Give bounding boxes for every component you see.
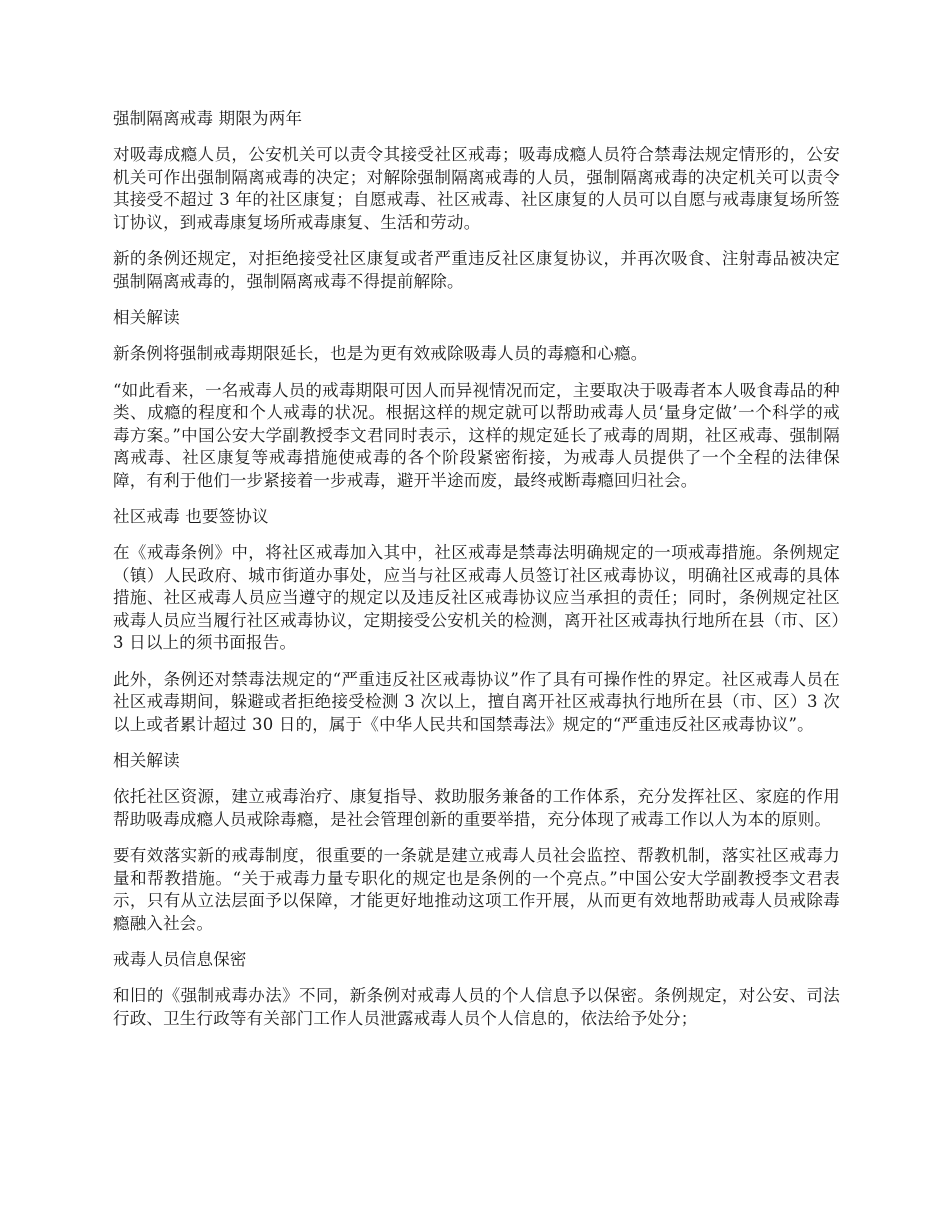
- paragraph: 新的条例还规定，对拒绝接受社区康复或者严重违反社区康复协议，并再次吸食、注射毒品被决定强制隔离戒毒的，强制隔离戒毒不得提前解除。: [113, 249, 840, 291]
- paragraph: 此外，条例还对禁毒法规定的“严重违反社区戒毒协议”作了具有可操作性的界定。社区戒毒人员在社区戒毒期间，躲避或者拒绝接受检测 3 次以上，擅自离开社区戒毒执行地所在县（市、区）3 次以上或者累计超过 30 日的，属于《中华人民共和国禁毒法》规定的“严重违反社区戒毒协议”。: [113, 669, 840, 734]
- section-heading: 强制隔离戒毒 期限为两年: [113, 109, 303, 128]
- section-heading: 戒毒人员信息保密: [113, 950, 247, 969]
- paragraph: 和旧的《强制戒毒办法》不同，新条例对戒毒人员的个人信息予以保密。条例规定，对公安、司法行政、卫生行政等有关部门工作人员泄露戒毒人员个人信息的，依法给予处分；: [113, 986, 840, 1028]
- paragraph: 新条例将强制戒毒期限延长，也是为更有效戒除吸毒人员的毒瘾和心瘾。: [113, 344, 648, 363]
- section-heading: 社区戒毒 也要签协议: [113, 507, 269, 526]
- paragraph: 依托社区资源，建立戒毒治疗、康复指导、救助服务兼备的工作体系，充分发挥社区、家庭的作用帮助吸毒成瘾人员戒除毒瘾，是社会管理创新的重要举措，充分体现了戒毒工作以人为本的原则。: [113, 787, 840, 829]
- paragraph: 对吸毒成瘾人员，公安机关可以责令其接受社区戒毒；吸毒成瘾人员符合禁毒法规定情形的，公安机关可作出强制隔离戒毒的决定；对解除强制隔离戒毒的人员，强制隔离戒毒的决定机关可以责令其接受不超过 3 年的社区康复；自愿戒毒、社区戒毒、社区康复的人员可以自愿与戒毒康复场所签订协议，到戒毒康复场所戒毒康复、生活和劳动。: [113, 145, 840, 232]
- section-heading: 相关解读: [113, 308, 180, 327]
- paragraph: 要有效落实新的戒毒制度，很重要的一条就是建立戒毒人员社会监控、帮教机制，落实社区戒毒力量和帮教措施。“关于戒毒力量专职化的规定也是条例的一个亮点。”中国公安大学副教授李文君表示，只有从立法层面予以保障，才能更好地推动这项工作开展，从而更有效地帮助戒毒人员戒除毒瘾融入社会。: [113, 846, 840, 933]
- section-heading: 相关解读: [113, 751, 180, 770]
- paragraph: “如此看来，一名戒毒人员的戒毒期限可因人而异视情况而定，主要取决于吸毒者本人吸食毒品的种类、成瘾的程度和个人戒毒的状况。根据这样的规定就可以帮助戒毒人员‘量身定做’一个科学的戒毒方案。”中国公安大学副教授李文君同时表示，这样的规定延长了戒毒的周期，社区戒毒、强制隔离戒毒、社区康复等戒毒措施使戒毒的各个阶段紧密衔接，为戒毒人员提供了一个全程的法律保障，有利于他们一步紧接着一步戒毒，避开半途而废，最终戒断毒瘾回归社会。: [113, 380, 840, 490]
- paragraph: 在《戒毒条例》中，将社区戒毒加入其中，社区戒毒是禁毒法明确规定的一项戒毒措施。条例规定（镇）人民政府、城市街道办事处，应当与社区戒毒人员签订社区戒毒协议，明确社区戒毒的具体措施、社区戒毒人员应当遵守的规定以及违反社区戒毒协议应当承担的责任；同时，条例规定社区戒毒人员应当履行社区戒毒协议，定期接受公安机关的检测，离开社区戒毒执行地所在县（市、区）3 日以上的须书面报告。: [113, 543, 840, 652]
